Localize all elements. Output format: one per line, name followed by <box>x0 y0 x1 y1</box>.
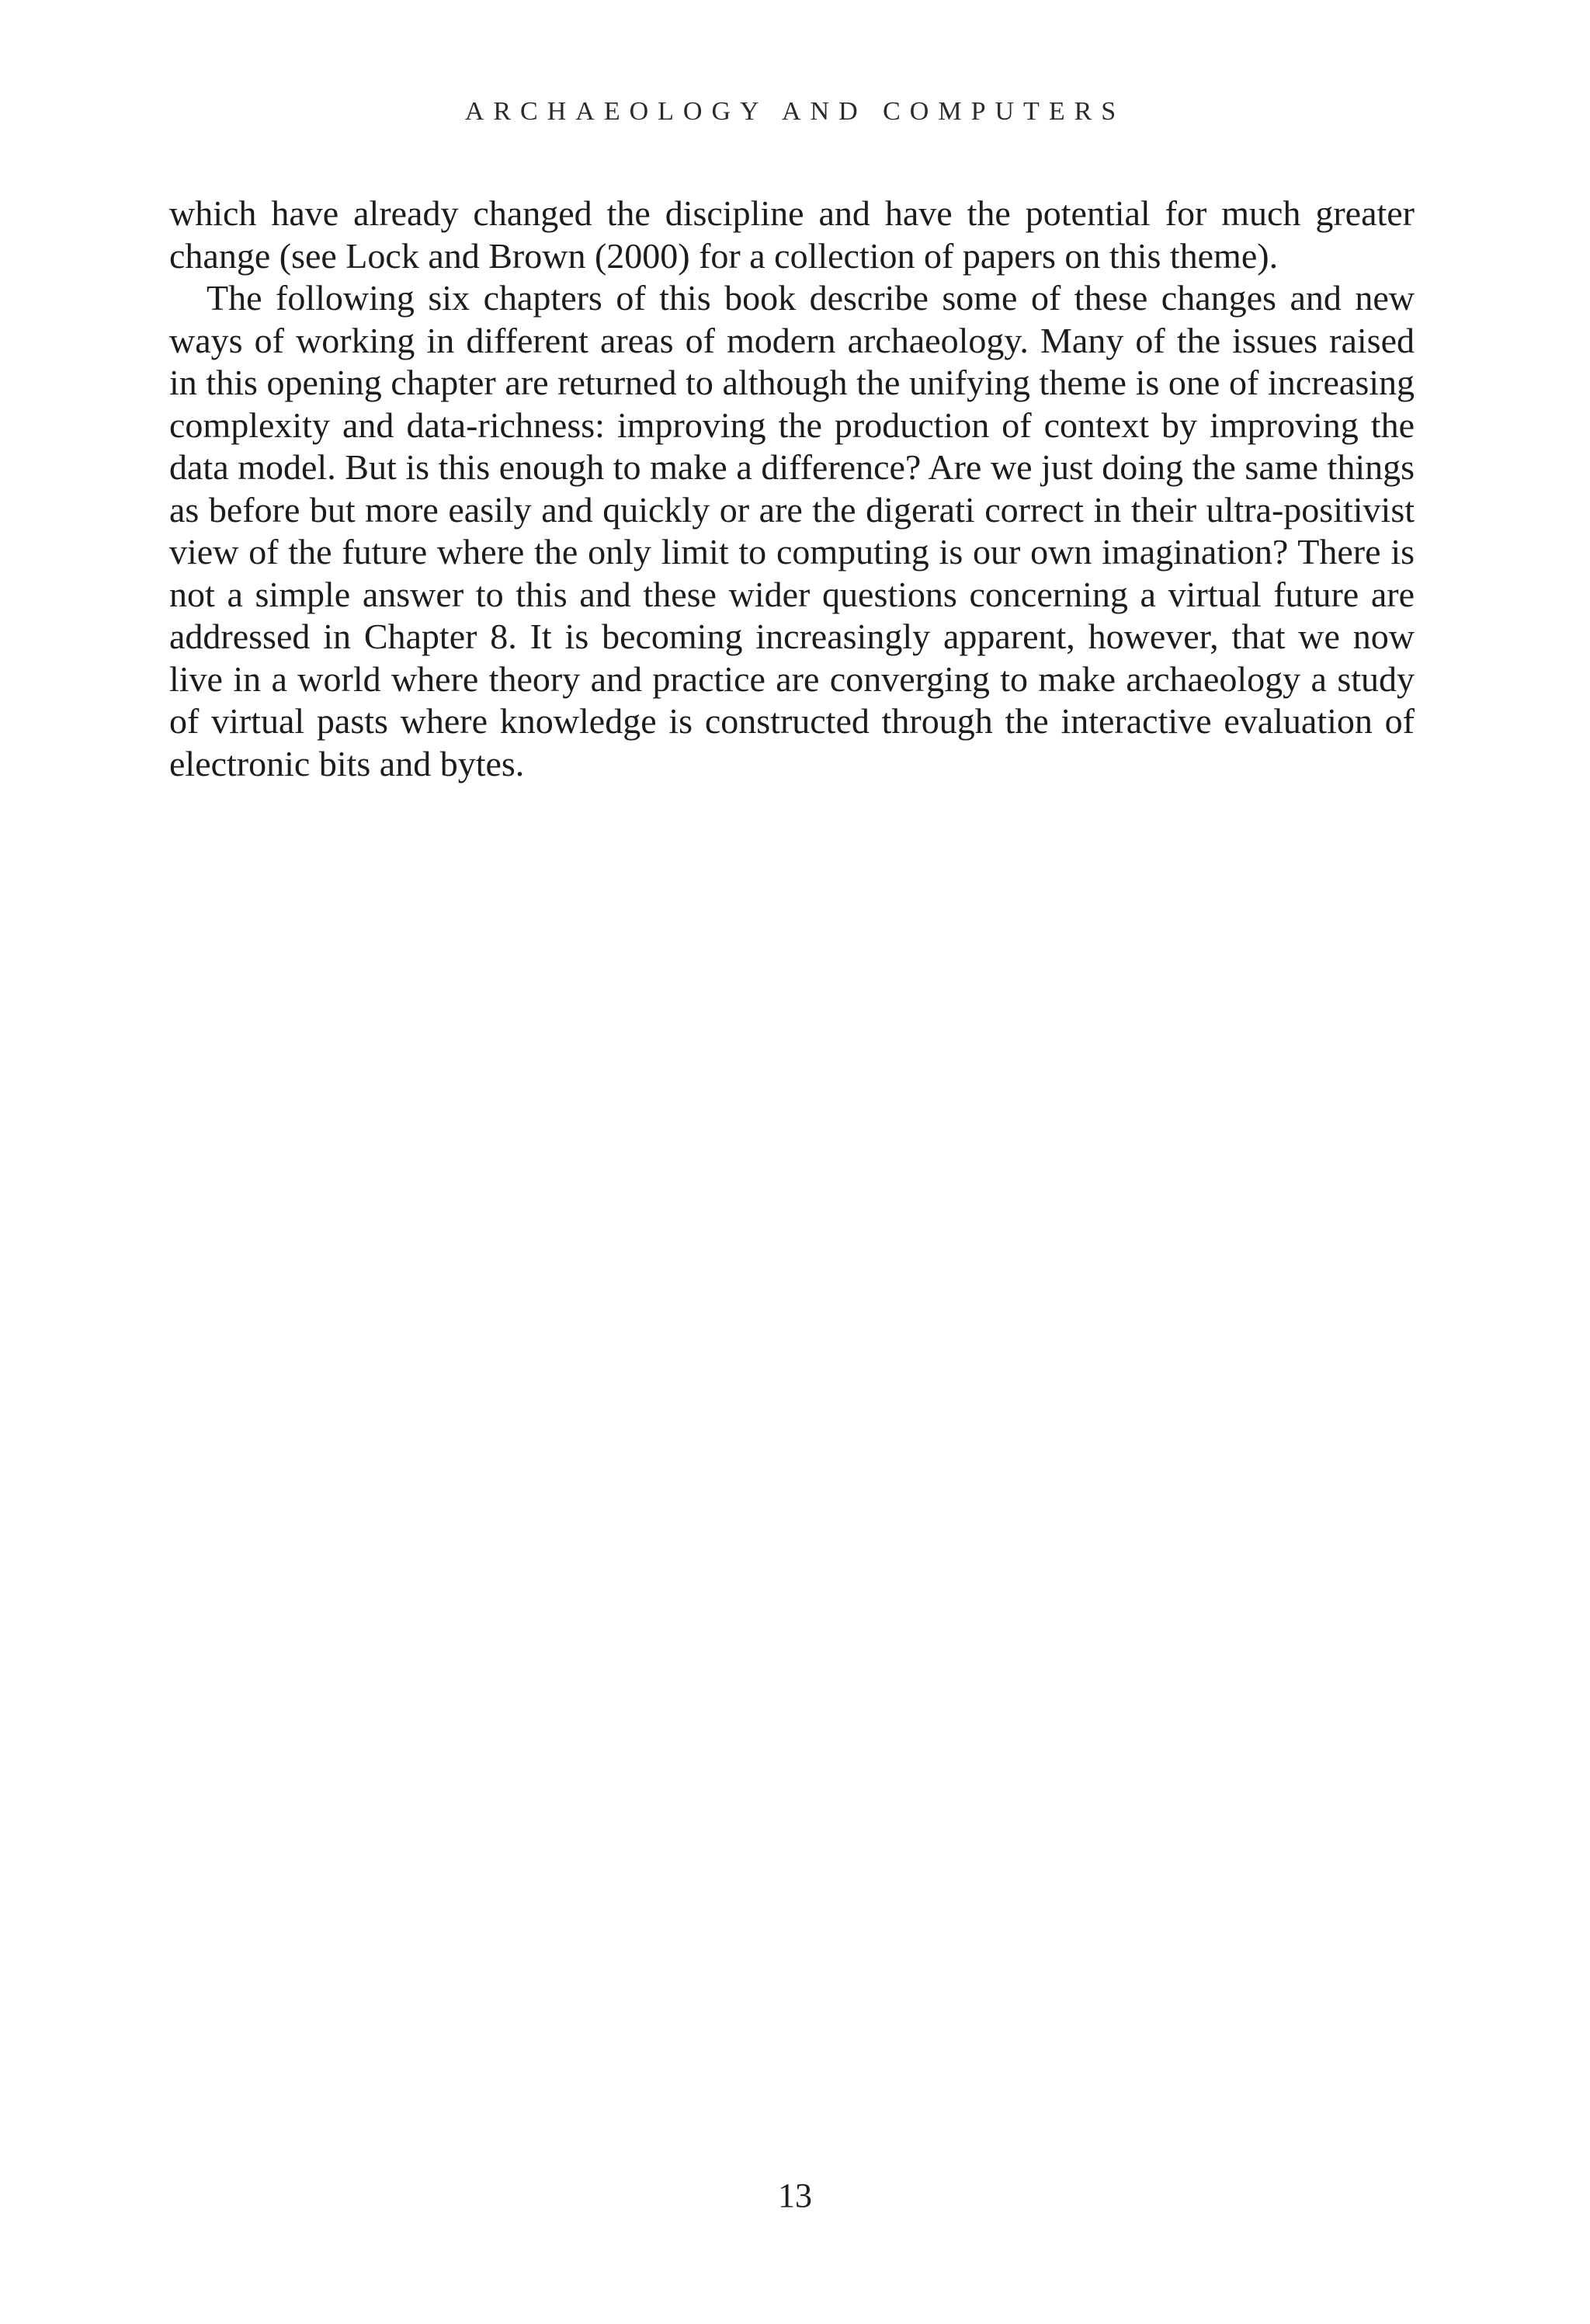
paragraph-2: The following six chapters of this book describe some of these changes and new ways of working in different areas of modern archaeology. Many of the issues raised in this opening chapter are returned to although the unifying theme is one of increasing complexity and data-richness: improving the production of context by improving the data model. But is this enough to make a difference? Are we just doing the same things as before but more easily and quickly or are the digerati correct in their ultra-positivist view of the future where the only limit to computing is our own imagination? There is not a simple answer to this and these wider questions concerning a virtual future are addressed in Chapter 8. It is becoming increasingly apparent, however, that we now live in a world where theory and practice are converging to make archaeology a study of virtual pasts where knowledge is constructed through the interactive evaluation of electronic bits and bytes. <box>169 278 1415 783</box>
paragraph-1: which have already changed the discipline and have the potential for much greater change (see Lock and Brown (2000) for a collection of papers on this theme). <box>169 193 1415 276</box>
running-head: ARCHAEOLOGY AND COMPUTERS <box>464 97 1126 126</box>
page-number: 13 <box>778 2176 812 2215</box>
body-text <box>169 193 1415 785</box>
